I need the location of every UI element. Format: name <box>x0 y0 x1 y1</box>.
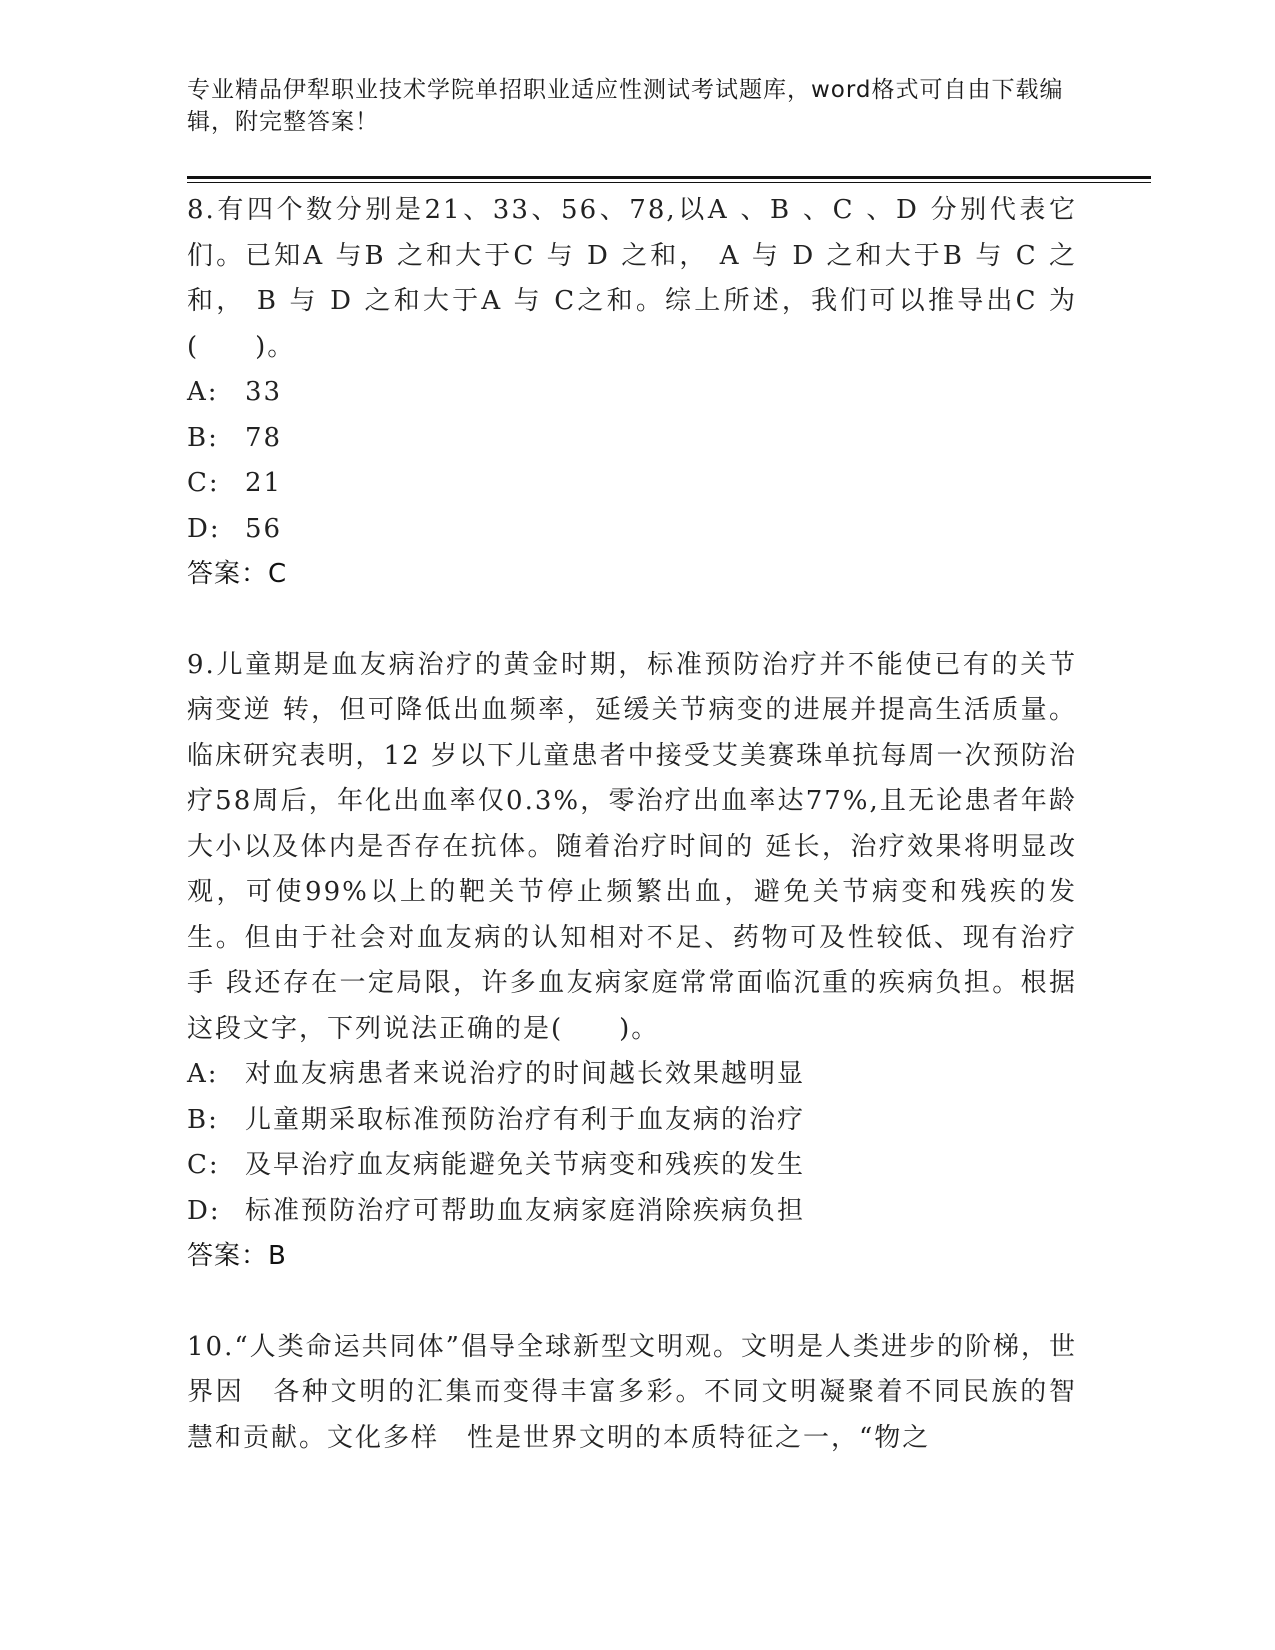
option-letter: A: <box>187 377 219 407</box>
option-text: 21 <box>245 468 283 498</box>
option-letter: D: <box>187 1195 221 1226</box>
option-list <box>187 1052 1077 1234</box>
question-8 <box>187 188 1077 598</box>
question-stem: 8.有四个数分别是21、33、56、78,以A 、B 、C 、D 分别代表它们。已知A 与B 之和大于C 与 D 之和， A 与 D 之和大于B 与 C 之和， B 与 D 之和大于A 与 C之和。综上所述，我们可以推导出C 为( )。 <box>187 195 1077 362</box>
option-text: 儿童期采取标准预防治疗有利于血友病的治疗 <box>245 1104 806 1135</box>
option-text: 33 <box>245 377 283 407</box>
spacer <box>187 598 1077 643</box>
option-b <box>187 1098 1077 1144</box>
option-text: 及早治疗血友病能避免关节病变和残疾的发生 <box>245 1150 806 1180</box>
question-stem: 9.儿童期是血友病治疗的黄金时期，标准预防治疗并不能使已有的关节病变逆 转，但可降低出血频率，延缓关节病变的进展并提高生活质量。临床研究表明，12 岁以下儿童患者中接受艾美赛珠单抗每周一次预防治疗58周后，年化出血率仅0.3%，零治疗出血率达77%,且无论患者年龄大小以及体内是否存在抗体。随着治疗时间的 延长，治疗效果将明显改观，可使99%以上的靶关节停止频繁出血，避免关节病变和残疾的发生。但由于社会对血友病的认知相对不足、药物可及性较低、现有治疗手 段还存在一定局限，许多血友病家庭常常面临沉重的疾病负担。根据这段文字，下列说法正确的是( )。 <box>187 649 1077 1044</box>
option-letter: B: <box>187 422 219 453</box>
option-text: 56 <box>245 513 283 544</box>
header-divider-thin <box>187 182 1151 183</box>
header-title: 专业精品伊犁职业技术学院单招职业适应性测试考试题库，word格式可自由下载编辑，附完整答案！ <box>187 77 1064 135</box>
option-d <box>187 1189 1077 1235</box>
option-letter: B: <box>187 1104 219 1135</box>
option-text: 78 <box>245 422 283 453</box>
option-letter: D: <box>187 513 221 544</box>
answer-line: 答案：C <box>187 559 288 589</box>
spacer <box>187 1280 1077 1325</box>
option-letter: C: <box>187 468 220 498</box>
question-stem: 10.“人类命运共同体”倡导全球新型文明观。文明是人类进步的阶梯，世界因 各种文明的汇集而变得丰富多彩。不同文明凝聚着不同民族的智慧和贡献。文化多样 性是世界文明的本质特征之一，“物之 <box>187 1331 1077 1453</box>
option-c <box>187 461 1077 507</box>
option-c <box>187 1143 1077 1189</box>
question-list <box>187 188 1077 1461</box>
option-d <box>187 507 1077 553</box>
option-letter: C: <box>187 1150 220 1180</box>
question-9 <box>187 643 1077 1280</box>
option-list <box>187 370 1077 552</box>
document-header <box>187 74 1067 138</box>
option-text: 对血友病患者来说治疗的时间越长效果越明显 <box>245 1059 806 1089</box>
answer-line: 答案：B <box>187 1241 287 1271</box>
option-a <box>187 370 1077 416</box>
option-text: 标准预防治疗可帮助血友病家庭消除疾病负担 <box>245 1195 806 1226</box>
option-letter: A: <box>187 1059 219 1089</box>
option-b <box>187 416 1077 462</box>
header-divider-thick <box>187 176 1151 179</box>
question-10 <box>187 1325 1077 1462</box>
option-a <box>187 1052 1077 1098</box>
